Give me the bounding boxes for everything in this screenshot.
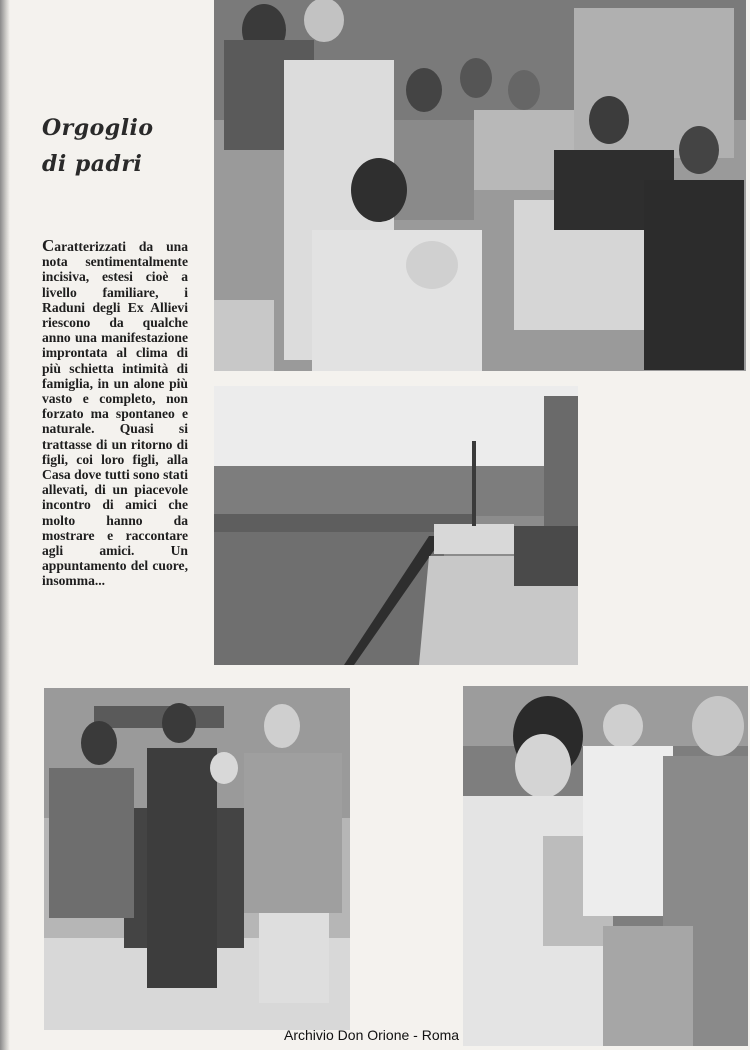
article-title <box>42 110 202 182</box>
title-line-2: di padri <box>42 151 143 177</box>
title-line-1: Orgoglio <box>42 115 154 141</box>
photo-snowy-bridge <box>214 386 578 665</box>
archive-footer: Archivio Don Orione - Roma <box>284 1027 460 1043</box>
photo-family-portrait <box>44 688 350 1030</box>
drop-cap: C <box>42 236 55 255</box>
photo-group-at-table <box>214 0 746 371</box>
article-body <box>42 238 188 589</box>
page-binding-shadow <box>0 0 10 1050</box>
article-body-text: aratterizzati da una nota sentimentalmente incisiva, estesi cioè a livello familiare, i Raduni degli Ex Allievi riescono da qualche anno una manifestazione improntata al clima di più schietta intimità di famiglia, in un alone più vasto e completo, non forzato ma spontaneo e naturale. Quasi si trattasse di un ritorno di figli, coi loro figli, alla Casa dove tutti sono stati allevati, di un piacevole incontro di amici che molto hanno da mostrare e raccontare agli amici. Un appuntamento del cuore, insomma... <box>42 239 188 589</box>
photo-couple-with-baby <box>463 686 748 1046</box>
